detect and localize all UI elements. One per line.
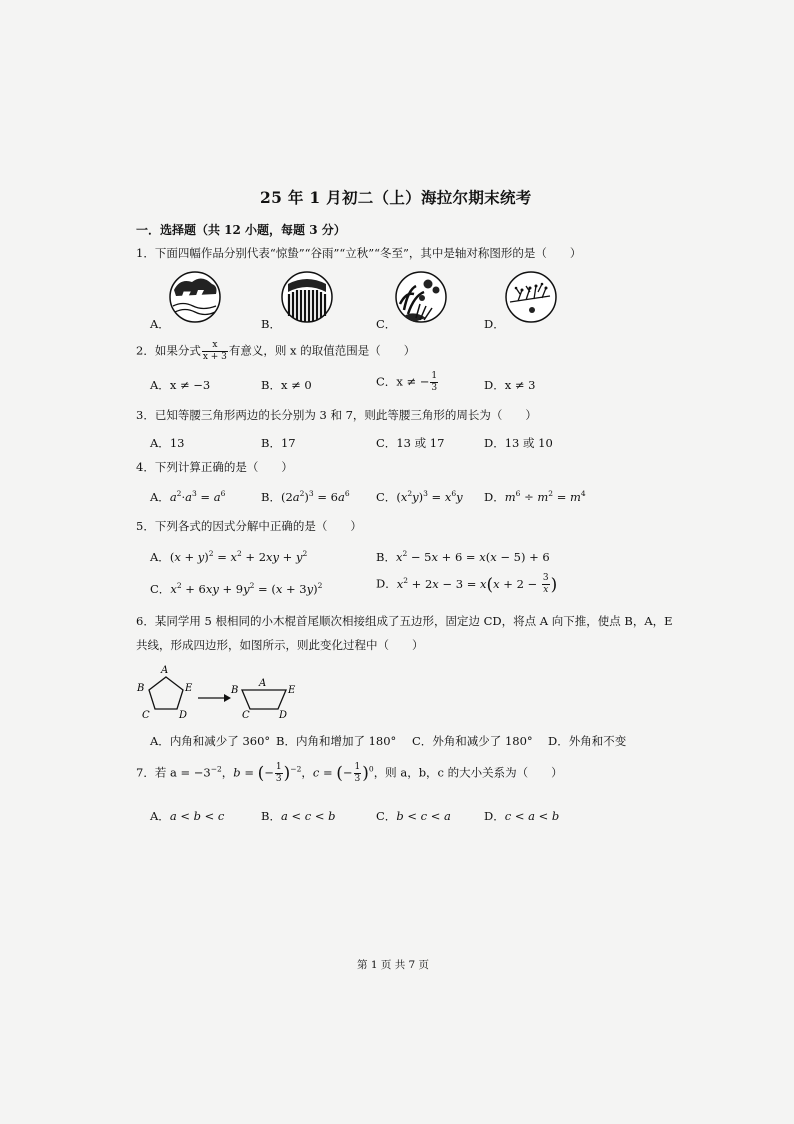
diagram-label-d: D xyxy=(179,710,188,721)
diagram2-label-b: B xyxy=(231,685,239,696)
q3-option-b-text: 17 xyxy=(280,436,296,450)
diagram-label-a: A xyxy=(161,665,169,676)
q7-option-a[interactable] xyxy=(150,808,224,824)
q7-option-b-letter: B． xyxy=(261,809,281,823)
q7-option-d-letter: D． xyxy=(484,809,505,823)
q3-option-c[interactable] xyxy=(376,435,444,451)
q5-option-b[interactable] xyxy=(376,549,550,565)
q4-option-c-formula: $(x^2y)^3 = x^6y$ xyxy=(396,489,463,504)
q7-option-a-text: a < b < c xyxy=(169,809,225,823)
q2-option-b-text: x ≠ 0 xyxy=(280,378,312,392)
diagram-label-c: C xyxy=(142,710,150,721)
q4-option-a-letter: A． xyxy=(150,490,170,504)
q5-option-d[interactable] xyxy=(376,573,557,596)
diagram-label-e: E xyxy=(185,683,193,694)
q2-option-c-letter: C． xyxy=(376,374,397,389)
q4-option-c-letter: C． xyxy=(376,490,397,504)
q2-fraction xyxy=(202,340,228,363)
q7-option-a-letter: A． xyxy=(150,809,170,823)
q5-option-a-letter: A． xyxy=(150,550,170,564)
question-1: 1．下面四幅作品分别代表“惊蛰”“谷雨”“立秋”“冬至”，其中是轴对称图形的是（ ） xyxy=(136,246,582,260)
q7-option-c-text: b < c < a xyxy=(396,809,451,823)
section-heading: 一．选择题（共 12 小题，每题 3 分） xyxy=(136,223,346,237)
q4-option-a-formula: $a^2\cdot a^3 = a^6$ xyxy=(169,489,226,504)
q6-option-b-letter: B． xyxy=(276,734,296,748)
q1-option-d[interactable]: D． xyxy=(484,317,505,331)
q6-option-d-text: 外角和不变 xyxy=(568,734,627,748)
q3-option-a-letter: A． xyxy=(150,436,170,450)
q2-option-d[interactable] xyxy=(484,377,535,393)
q1-option-a[interactable]: A． xyxy=(150,317,170,331)
question-6-line-1: 6．某同学用 5 根相同的小木棍首尾顺次相接组成了五边形，固定边 CD，将点 A 向下推，使点 B，A，E xyxy=(136,614,673,628)
q5-option-a[interactable] xyxy=(150,549,307,565)
q6-option-c-text: 外角和减少了 180° xyxy=(432,734,533,748)
q6-pentagon-diagram xyxy=(134,660,314,722)
q2-option-c-text: x ≠ − xyxy=(396,374,430,389)
jingzhe-artwork-icon xyxy=(168,270,228,330)
diagram-label-b: B xyxy=(137,683,145,694)
q2-fraction-denominator: x + 3 xyxy=(202,352,227,362)
q4-option-b[interactable] xyxy=(261,489,350,505)
diagram2-label-a: A xyxy=(259,678,267,689)
q6-option-b[interactable] xyxy=(276,733,396,749)
q2-fraction-numerator: x xyxy=(202,340,228,352)
q2-option-c-denominator: 3 xyxy=(431,383,438,393)
q4-option-d-letter: D． xyxy=(484,490,505,504)
q3-option-a[interactable] xyxy=(150,435,184,451)
q7-prefix: 7．若 a = −3 xyxy=(136,765,211,780)
q7-option-d[interactable] xyxy=(484,808,559,824)
q2-option-c-fraction xyxy=(430,371,438,394)
q2-option-a-letter: A． xyxy=(150,378,170,392)
q3-option-d-text: 13 或 10 xyxy=(504,436,553,450)
q5-option-c-letter: C． xyxy=(150,582,171,596)
q2-option-b-letter: B． xyxy=(261,378,281,392)
q4-option-b-formula: $(2a^2)^3 = 6a^6$ xyxy=(280,489,350,504)
q6-option-d-letter: D． xyxy=(548,734,569,748)
q2-option-c-numerator: 1 xyxy=(431,371,438,381)
q6-option-c-letter: C． xyxy=(412,734,433,748)
q6-option-a[interactable] xyxy=(150,733,270,749)
q7-option-c[interactable] xyxy=(376,808,451,824)
guyu-artwork-icon xyxy=(280,270,340,330)
q1-option-c[interactable]: C． xyxy=(376,317,397,331)
q2-option-c[interactable] xyxy=(376,371,439,394)
q6-option-c[interactable] xyxy=(412,733,533,749)
q2-option-a-text: x ≠ −3 xyxy=(169,378,211,392)
q5-option-b-formula: $x^2 - 5x + 6 = x(x - 5) + 6$ xyxy=(395,549,550,564)
q3-option-c-letter: C． xyxy=(376,436,397,450)
q3-option-d-letter: D． xyxy=(484,436,505,450)
q2-option-a[interactable] xyxy=(150,377,210,393)
q5-option-a-formula: $(x + y)^2 = x^2 + 2xy + y^2$ xyxy=(169,549,308,564)
diagram2-label-c: C xyxy=(242,710,250,721)
q2-option-d-letter: D． xyxy=(484,378,505,392)
question-6-line-2: 共线，形成四边形，如图所示，则此变化过程中（ ） xyxy=(136,638,424,652)
q7-c-exponent: 0 xyxy=(368,764,374,774)
diagram2-label-e: E xyxy=(288,685,296,696)
q7-option-d-text: c < a < b xyxy=(504,809,560,823)
q1-option-b[interactable]: B． xyxy=(261,317,281,331)
question-4: 4．下列计算正确的是（ ） xyxy=(136,460,293,474)
q4-option-d[interactable] xyxy=(484,489,586,505)
liqiu-artwork-icon xyxy=(394,270,454,330)
q4-option-c[interactable] xyxy=(376,489,463,505)
q7-b-exponent: −2 xyxy=(290,764,302,774)
q3-option-c-text: 13 或 17 xyxy=(396,436,445,450)
q2-option-d-text: x ≠ 3 xyxy=(504,378,536,392)
page-title: 25 年 1 月初二（上）海拉尔期末统考 xyxy=(260,188,532,207)
q6-option-a-letter: A． xyxy=(150,734,170,748)
q5-option-c[interactable] xyxy=(150,581,322,597)
dongzhi-artwork-icon xyxy=(504,270,564,330)
q5-option-c-formula: $x^2 + 6xy + 9y^2 = (x + 3y)^2$ xyxy=(170,581,323,596)
question-2 xyxy=(136,340,415,363)
q3-option-b-letter: B． xyxy=(261,436,281,450)
q7-suffix: ，则 a，b，c 的大小关系为（ ） xyxy=(373,765,563,780)
q6-option-b-text: 内角和增加了 180° xyxy=(295,734,397,748)
q4-option-d-formula: $m^6 \div m^2 = m^4$ xyxy=(504,489,586,504)
q7-option-b[interactable] xyxy=(261,808,336,824)
q3-option-d[interactable] xyxy=(484,435,553,451)
q3-option-a-text: 13 xyxy=(169,436,185,450)
q6-option-a-text: 内角和减少了 360° xyxy=(169,734,271,748)
q3-option-b[interactable] xyxy=(261,435,296,451)
q7-a-exponent: −2 xyxy=(210,764,222,774)
q2-prefix: 2．如果分式 xyxy=(136,343,201,358)
question-5: 5．下列各式的因式分解中正确的是（ ） xyxy=(136,519,362,533)
q4-option-a[interactable] xyxy=(150,489,225,505)
q5-option-d-letter: D． xyxy=(376,576,397,591)
q7-option-c-letter: C． xyxy=(376,809,397,823)
q2-option-b[interactable] xyxy=(261,377,312,393)
q6-option-d[interactable] xyxy=(548,733,626,749)
q4-option-b-letter: B． xyxy=(261,490,281,504)
diagram2-label-d: D xyxy=(279,710,288,721)
q5-option-d-formula: $x^2 + 2x - 3 = x(x + 2$ − $\frac{3}{x}$ ) xyxy=(396,573,558,595)
q2-suffix: 有意义，则 x 的取值范围是（ ） xyxy=(228,343,416,358)
page-footer: 第 1 页 共 7 页 xyxy=(357,959,430,971)
q7-option-b-text: a < c < b xyxy=(280,809,336,823)
question-3: 3．已知等腰三角形两边的长分别为 3 和 7，则此等腰三角形的周长为（ ） xyxy=(136,408,537,422)
q5-option-b-letter: B． xyxy=(376,550,396,564)
question-7: 7．若 $a = -3^{-2}$，b = (− $\frac{1}{3}$ )$^{-2}$，c = (− $\frac{1}{3}$ )$^0$，则 a，b，c 的大小关系为（ ） xyxy=(136,762,563,784)
